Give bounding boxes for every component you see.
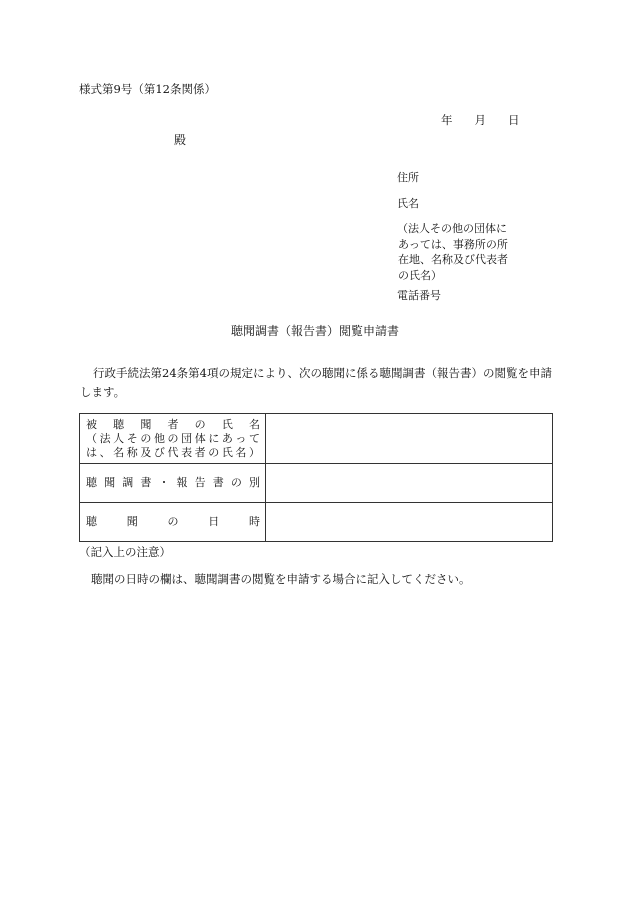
record-type-field[interactable] bbox=[266, 464, 553, 503]
hearing-datetime-field[interactable] bbox=[266, 503, 553, 542]
date-year-label: 年 bbox=[441, 113, 453, 127]
table-label-line: 被 聴 聞 者 の 氏 名 bbox=[86, 417, 260, 431]
date-line bbox=[441, 115, 520, 127]
document-body: 行政手続法第24条第4項の規定により、次の聴聞に係る聴聞調書（報告書）の閲覧を申請します。 bbox=[80, 366, 552, 399]
table-row bbox=[80, 414, 553, 464]
form-number: 様式第9号（第12条関係） bbox=[79, 82, 216, 96]
address-label: 住所 bbox=[397, 171, 419, 184]
notes-body: 聴聞の日時の欄は、聴聞調書の閲覧を申請する場合に記入してください。 bbox=[91, 572, 471, 586]
name-note-line: あっては、事務所の所 bbox=[398, 237, 508, 251]
name-note-line: の氏名） bbox=[398, 268, 442, 282]
addressee-suffix: 殿 bbox=[174, 133, 187, 147]
date-day-label: 日 bbox=[508, 113, 520, 127]
table-label-cell bbox=[80, 414, 266, 464]
name-note-line: （法人その他の団体に bbox=[397, 222, 507, 235]
table-row bbox=[80, 503, 553, 542]
name-note bbox=[397, 221, 508, 283]
name-note-line: 在地、名称及び代表者 bbox=[398, 253, 508, 266]
notes-heading: （記入上の注意） bbox=[79, 545, 171, 559]
date-month-label: 月 bbox=[474, 113, 486, 127]
table-label-cell bbox=[80, 503, 266, 542]
document-title: 聴聞調書（報告書）閲覧申請書 bbox=[230, 324, 399, 338]
table-label-line: は、名称及び代表者の氏名） bbox=[86, 445, 260, 459]
table-label-line: 聴 聞 調 書 ・ 報 告 書 の 別 bbox=[86, 476, 260, 489]
table-row bbox=[80, 464, 553, 503]
hearing-subject-name-field[interactable] bbox=[266, 414, 553, 464]
table-label-line: （法人その他の団体にあって bbox=[86, 431, 260, 445]
phone-label: 電話番号 bbox=[397, 289, 441, 302]
applicant-block bbox=[397, 171, 508, 301]
name-label: 氏名 bbox=[397, 197, 419, 210]
table-label-line: 聴 聞 の 日 時 bbox=[86, 515, 260, 528]
hearing-info-table bbox=[79, 413, 553, 542]
table-label-cell bbox=[80, 464, 266, 503]
